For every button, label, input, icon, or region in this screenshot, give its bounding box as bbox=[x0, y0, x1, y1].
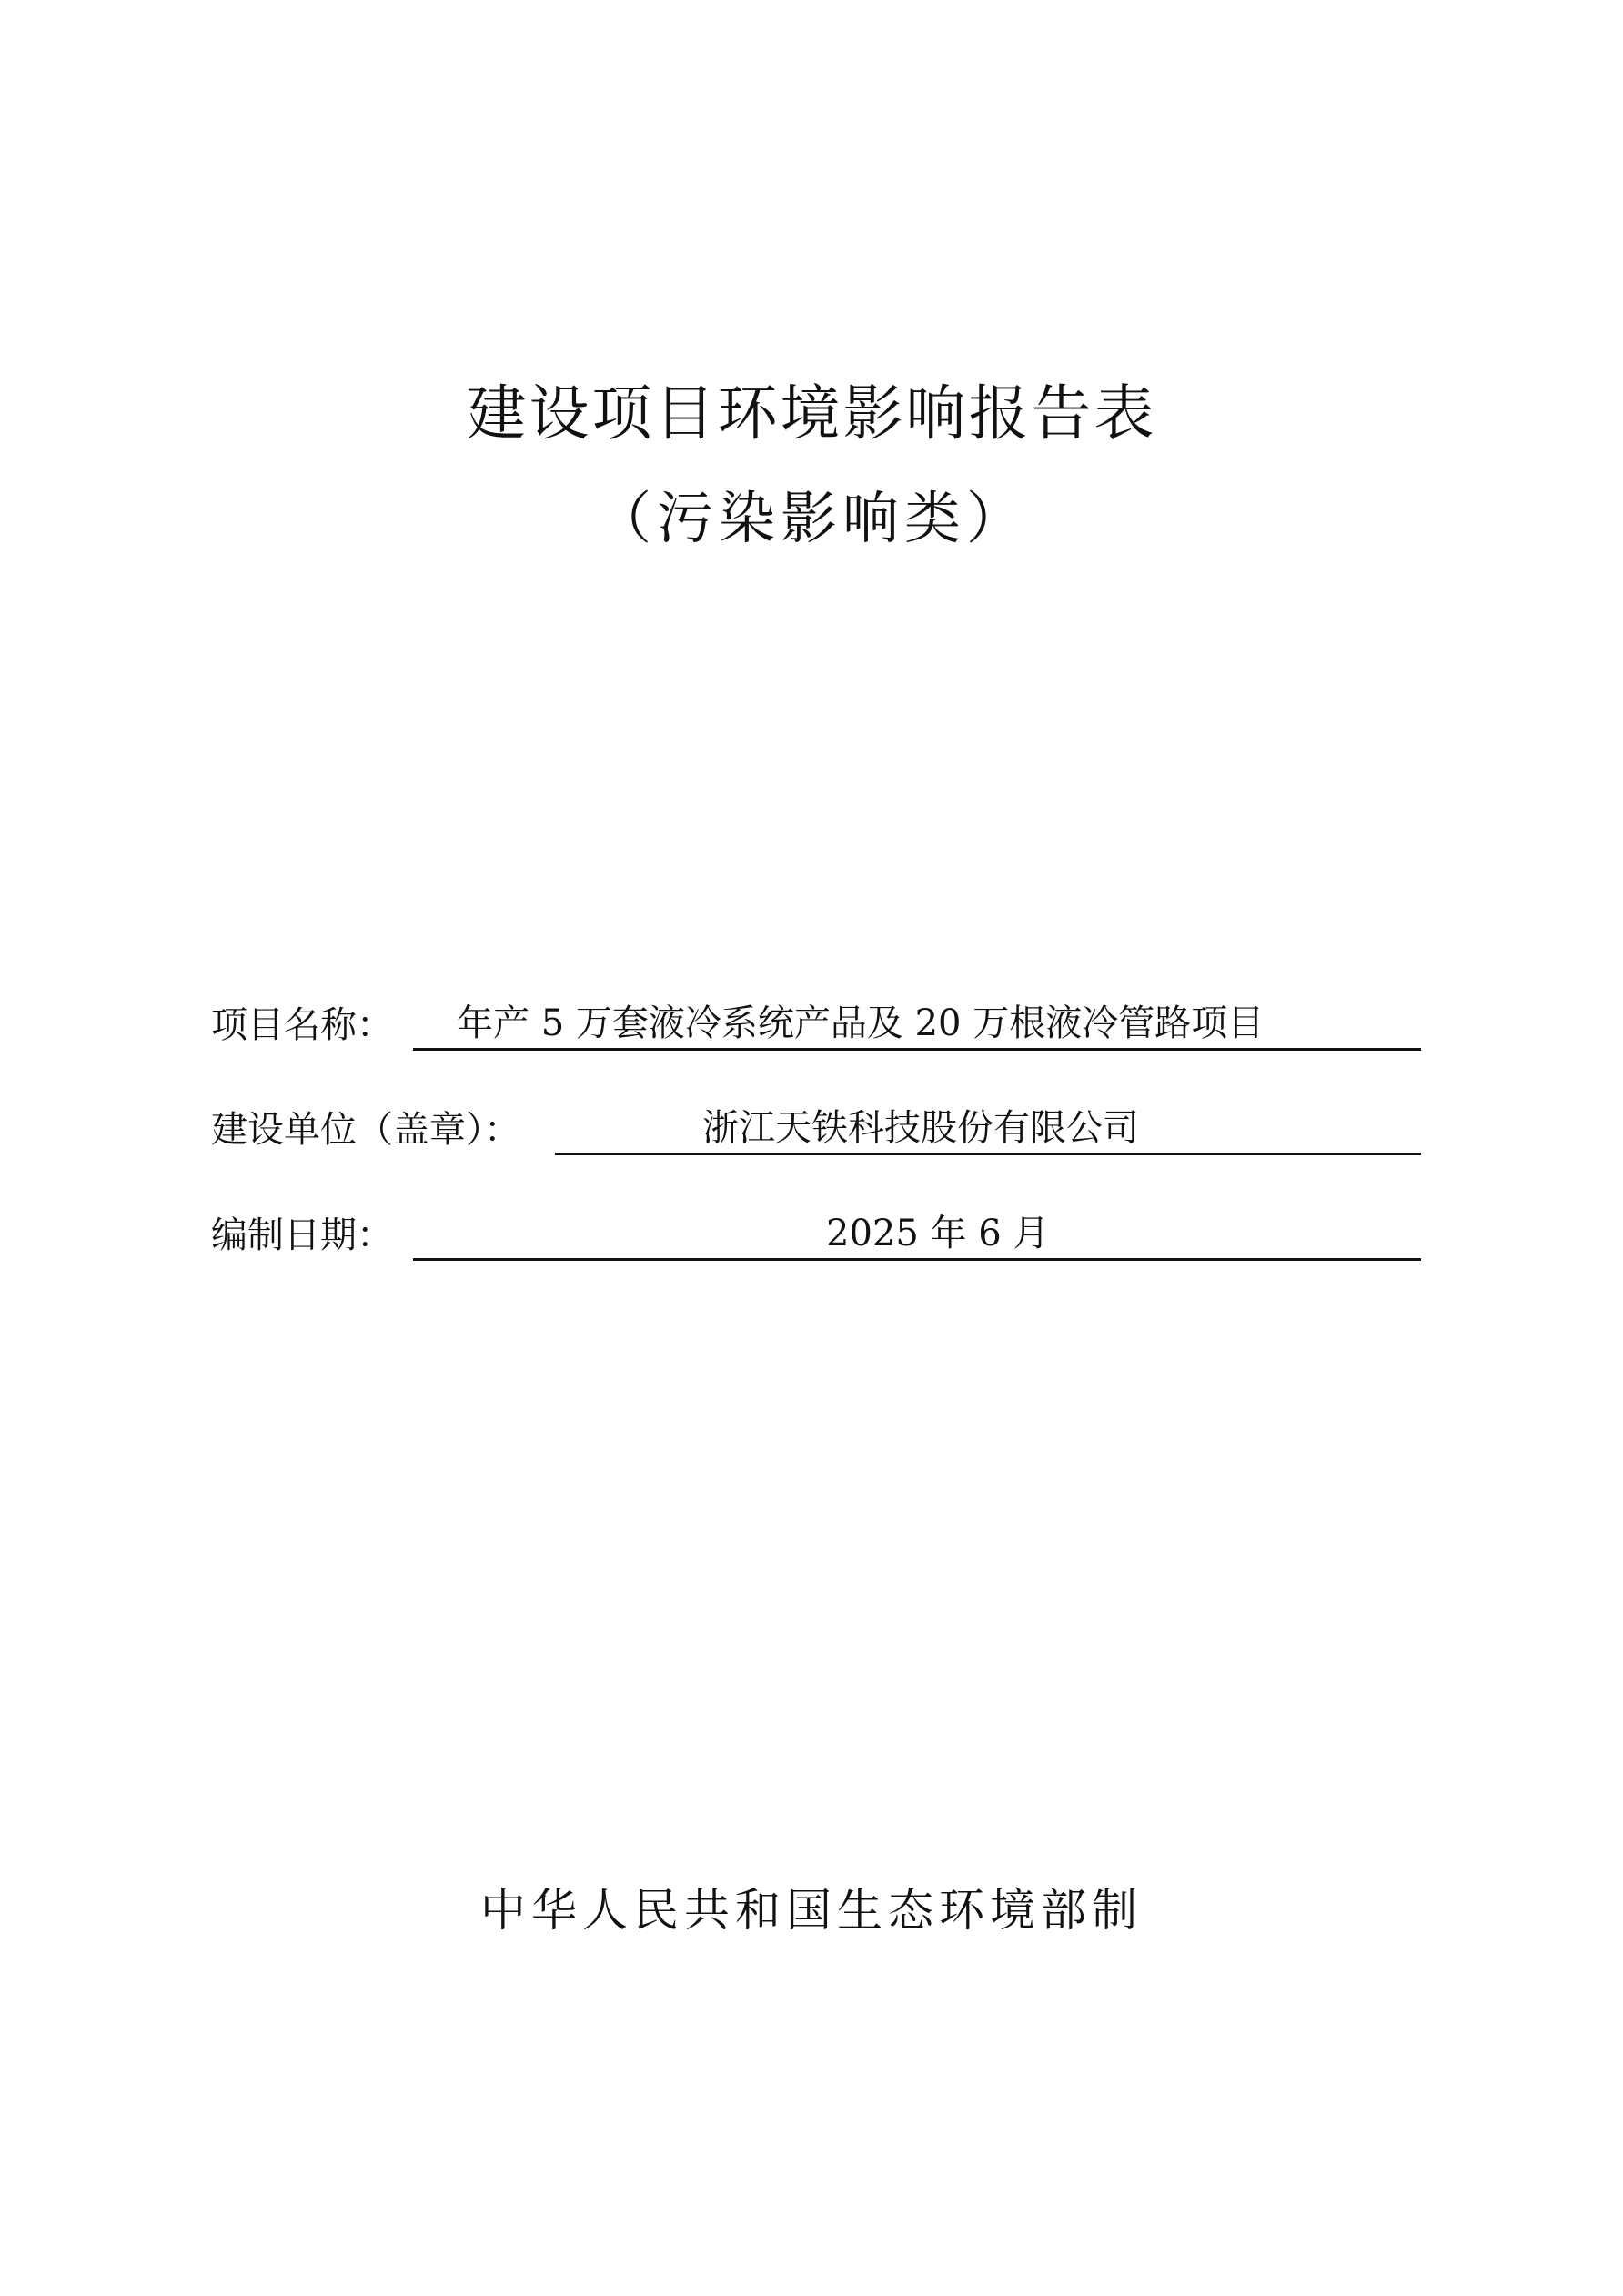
compilation-date-value: 2025 年 6 月 bbox=[826, 1213, 1050, 1254]
construction-unit-row bbox=[211, 1092, 1421, 1164]
report-title: 建设项目环境影响报告表 bbox=[466, 378, 1157, 448]
construction-unit-label: 建设单位（盖章）： bbox=[211, 1109, 520, 1151]
issuing-authority: 中华人民共和国生态环境部制 bbox=[480, 1884, 1143, 1937]
report-subtitle: （污染影响类） bbox=[594, 485, 1028, 551]
compilation-date-row bbox=[211, 1197, 1421, 1270]
project-name-row bbox=[211, 987, 1421, 1060]
project-name-value: 年产 5 万套液冷系统产品及 20 万根液冷管路项目 bbox=[457, 1002, 1265, 1044]
project-name-label: 项目名称： bbox=[211, 1004, 393, 1046]
construction-unit-value: 浙江天铁科技股份有限公司 bbox=[702, 1107, 1139, 1149]
compilation-date-label: 编制日期： bbox=[211, 1214, 393, 1256]
